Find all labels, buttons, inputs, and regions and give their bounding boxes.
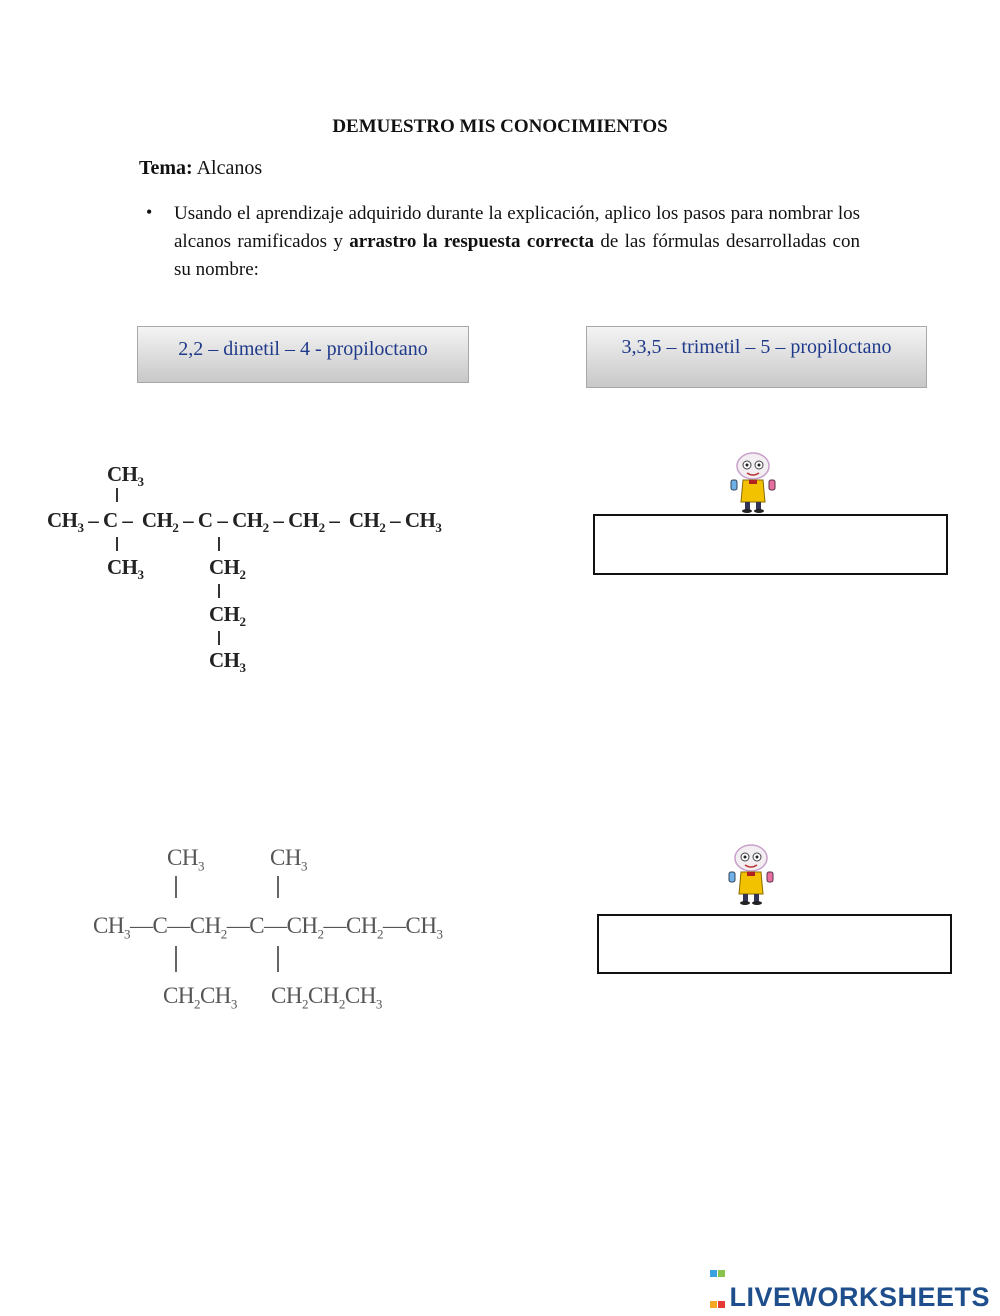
f1-top-group: $CH_3$ <box>107 462 144 490</box>
f2-bond-bottom-right <box>277 946 279 972</box>
bullet-icon: • <box>146 202 153 222</box>
worksheet-title: DEMUESTRO MIS CONOCIMIENTOS <box>332 116 668 137</box>
drop-zone-2[interactable] <box>597 914 952 974</box>
f1-bottom-left-group: $CH_3$ <box>107 555 144 583</box>
instruction-text-2: de las fórmulas desarrolladas con su nombre: <box>174 231 860 280</box>
instructions <box>174 200 860 284</box>
f1-main-chain: $CH_3$ – C – $CH_2$ – C – $CH_2 - CH_2 - CH_2 - CH_3$ <box>47 508 442 536</box>
topic-line <box>139 157 262 180</box>
scientist-mascot-icon <box>721 842 781 906</box>
f2-bond-top-left <box>175 876 177 898</box>
f1-bond-bottom-left <box>116 537 118 551</box>
answer-card-1[interactable]: 2,2 – dimetil – 4 - propiloctano <box>137 326 469 383</box>
f2-top-right-group: $CH_3$ <box>270 845 307 874</box>
f2-bottom-left-group: $CH_2CH_3$ <box>163 983 237 1012</box>
topic-value: Alcanos <box>196 157 263 179</box>
f2-bottom-right-group: $CH_2CH_2CH_3$ <box>271 983 382 1012</box>
f1-chain-ch3: $CH_3$ <box>209 648 246 676</box>
f1-bond-top <box>116 488 118 502</box>
f2-top-left-group: $CH_3$ <box>167 845 204 874</box>
instruction-text-1: Usando el aprendizaje adquirido durante la explicación, aplico los pasos para nombrar los alcanos ramificados y <box>174 203 860 252</box>
f1-bond-chain-1 <box>218 537 220 551</box>
f2-bond-top-right <box>277 876 279 898</box>
brand-blocks-icon <box>710 1254 726 1316</box>
scientist-mascot-icon <box>723 450 783 514</box>
liveworksheets-logo <box>710 1254 990 1316</box>
topic-label: Tema: <box>139 157 193 179</box>
instruction-bold: arrastro la respuesta correcta <box>349 231 595 252</box>
f1-bond-chain-3 <box>218 631 220 645</box>
drop-zone-1[interactable] <box>593 514 948 575</box>
f2-main-chain: $CH_3—C—CH_2—C—CH_2—CH_2—CH_3$ <box>93 913 443 942</box>
answer-card-2[interactable]: 3,3,5 – trimetil – 5 – propiloctano <box>586 326 927 388</box>
f2-bond-bottom-left <box>175 946 177 972</box>
f1-chain-ch2-a: $CH_2$ <box>209 555 246 583</box>
brand-text: LIVEWORKSHEETS <box>729 1282 990 1312</box>
f1-bond-chain-2 <box>218 584 220 598</box>
f1-chain-ch2-b: $CH_2$ <box>209 602 246 630</box>
